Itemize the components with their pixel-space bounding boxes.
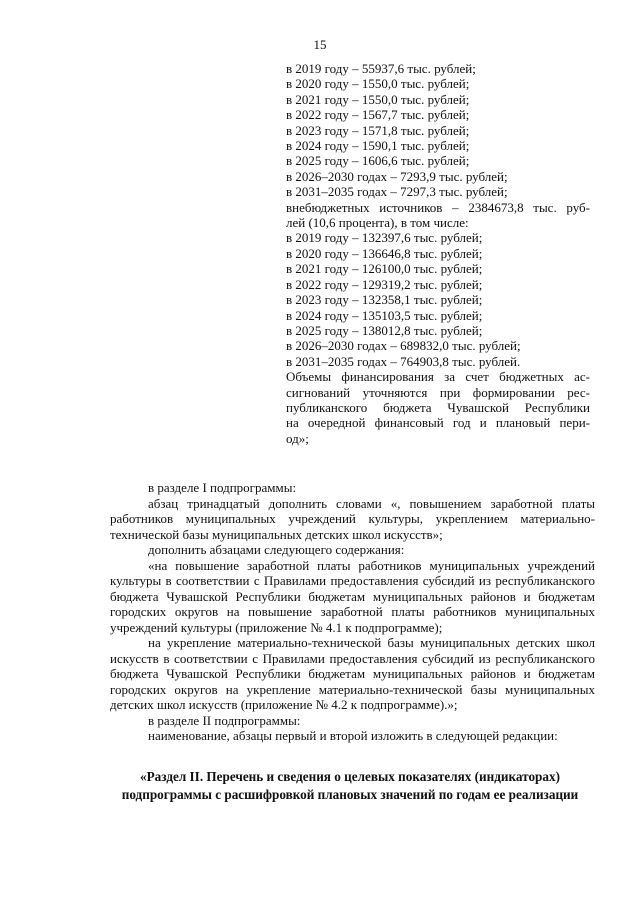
budget-year-line: в 2022 году – 1567,7 тыс. рублей; [286, 107, 470, 123]
paragraph: дополнить абзацами следующего содержания: [148, 542, 405, 557]
budget-year-list [286, 61, 590, 200]
extra-budget-year-line: в 2026–2030 годах – 689832,0 тыс. рублей; [286, 338, 521, 354]
financing-note [286, 369, 590, 446]
paragraph: «на повышение заработной платы работников муниципальных учреждений культуры в соответствии с Правилами предоставления субсидий из республиканского бюджета Чувашской Республики бюджетам муниципальных районов и бюджетам городских округов на повышение заработной платы работников муниципальных учреждений культуры (приложение № 4.1 к подпрограмме); [110, 557, 595, 635]
budget-year-line: в 2025 году – 1606,6 тыс. рублей; [286, 153, 470, 169]
budget-year-line: в 2021 году – 1550,0 тыс. рублей; [286, 91, 470, 107]
extra-budget-year-line: в 2025 году – 138012,8 тыс. рублей; [286, 322, 483, 338]
extra-budget-year-line: в 2019 году – 132397,6 тыс. рублей; [286, 230, 483, 246]
financing-note-line: сигнований уточняются при формировании рес- [286, 384, 590, 400]
extra-budget-line: внебюджетных источников – 2384673,8 тыс. руб- [286, 199, 590, 215]
paragraph: абзац тринадцатый дополнить словами «, повышением заработной платы работников муниципальных учреждений культуры, укреплением материально-технической базы муниципальных детских школ искусств»; [110, 495, 595, 542]
financing-note-line: Объемы финансирования за счет бюджетных ас- [286, 369, 590, 385]
extra-budget-year-line: в 2021 году – 126100,0 тыс. рублей; [286, 261, 483, 277]
extra-budget-total [286, 200, 590, 231]
section-heading-line: «Раздел II. Перечень и сведения о целевых показателях (индикаторах) [140, 769, 560, 784]
paragraph: в разделе II подпрограммы: [148, 712, 301, 728]
budget-year-line: в 2023 году – 1571,8 тыс. рублей; [286, 122, 470, 138]
paragraph: на укрепление материально-технической базы муниципальных детских школ искусств в соответствии с Правилами предоставления субсидий из республиканского бюджета Чувашской Республики бюджетам муниципальных районов и бюджетам городских округов на укрепление материально-технической базы муниципальных детских школ искусств (приложение № 4.2 к подпрограмме).»; [110, 635, 595, 712]
budget-year-line: в 2019 году – 55937,6 тыс. рублей; [286, 61, 476, 76]
section-heading-line: подпрограммы с расшифровкой плановых значений по годам ее реализации [121, 787, 579, 802]
budget-year-line: в 2031–2035 годах – 7297,3 тыс. рублей; [286, 184, 508, 200]
section-heading [100, 768, 600, 804]
paragraph: в разделе I подпрограммы: [148, 480, 297, 495]
extra-budget-line: лей (10,6 процента), в том числе: [286, 215, 469, 231]
extra-budget-year-line: в 2031–2035 годах – 764903,8 тыс. рублей. [286, 353, 521, 369]
budget-year-line: в 2024 году – 1590,1 тыс. рублей; [286, 138, 470, 154]
paragraph: наименование, абзацы первый и второй изложить в следующей редакции: [148, 728, 558, 743]
extra-budget-year-line: в 2020 году – 136646,8 тыс. рублей; [286, 245, 483, 261]
page-number: 15 [313, 37, 327, 52]
financing-note-line: од»; [286, 430, 309, 446]
extra-budget-year-line: в 2022 году – 129319,2 тыс. рублей; [286, 276, 483, 292]
financing-block [286, 61, 590, 446]
extra-budget-year-line: в 2024 году – 135103,5 тыс. рублей; [286, 307, 483, 323]
extra-budget-year-list [286, 230, 590, 369]
budget-year-line: в 2020 году – 1550,0 тыс. рублей; [286, 76, 470, 92]
amendments-body [110, 480, 595, 744]
budget-year-line: в 2026–2030 годах – 7293,9 тыс. рублей; [286, 168, 508, 184]
extra-budget-year-line: в 2023 году – 132358,1 тыс. рублей; [286, 292, 483, 308]
financing-note-line: публиканского бюджета Чувашской Республики [286, 399, 590, 415]
financing-note-line: на очередной финансовый год и плановый пери- [286, 415, 590, 431]
